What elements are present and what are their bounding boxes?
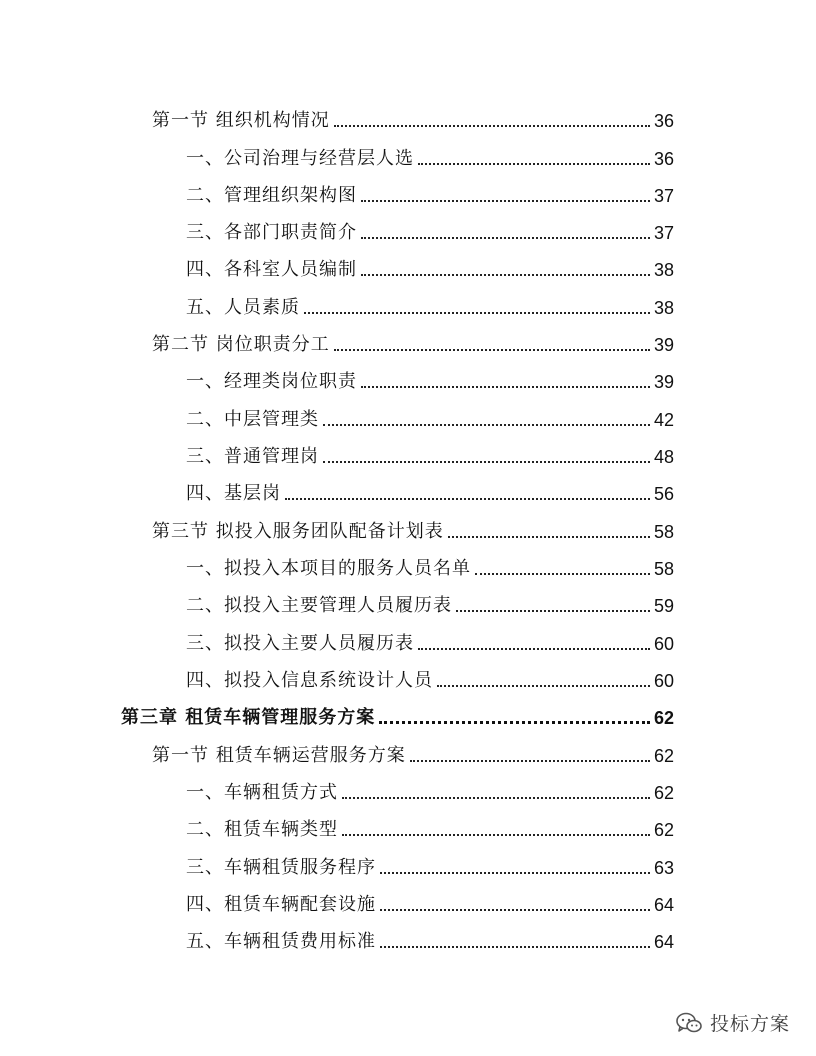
toc-entry-title: 一、车辆租赁方式 (186, 782, 338, 803)
dot-leader (410, 760, 650, 762)
toc-entry-page: 38 (653, 260, 674, 280)
dot-leader (342, 797, 650, 799)
dot-leader (361, 274, 650, 276)
dot-leader (334, 125, 650, 127)
toc-entry-page: 59 (653, 596, 674, 616)
dot-leader (437, 685, 650, 687)
toc-entry-title: 第一节 租赁车辆运营服务方案 (152, 745, 406, 766)
wechat-icon (676, 1012, 702, 1034)
toc-entry-page: 62 (653, 746, 674, 766)
dot-leader (361, 200, 650, 202)
toc-entry-title: 三、车辆租赁服务程序 (186, 857, 376, 878)
toc-entry-item[interactable] (0, 251, 674, 281)
dot-leader (380, 909, 650, 911)
toc-entry-title: 四、基层岗 (186, 483, 281, 504)
dot-leader (379, 721, 650, 724)
toc-entry-page: 37 (653, 186, 674, 206)
toc-entry-page: 36 (653, 111, 674, 131)
toc-entry-title: 一、公司治理与经营层人选 (186, 148, 414, 169)
toc-entry-page: 60 (653, 671, 674, 691)
toc-entry-section[interactable] (0, 326, 674, 356)
dot-leader (304, 312, 650, 314)
toc-entry-page: 39 (653, 335, 674, 355)
dot-leader (323, 424, 650, 426)
toc-entry-page: 56 (653, 484, 674, 504)
toc-entry-item[interactable] (0, 625, 674, 655)
toc-entry-page: 64 (653, 932, 674, 952)
toc-entry-page: 62 (653, 783, 674, 803)
dot-leader (418, 648, 650, 650)
toc-entry-item[interactable] (0, 923, 674, 953)
toc-entry-item[interactable] (0, 289, 674, 319)
toc-entry-item[interactable] (0, 438, 674, 468)
dot-leader (342, 834, 650, 836)
toc-entry-title: 三、拟投入主要人员履历表 (186, 633, 414, 654)
toc-entry-title: 四、各科室人员编制 (186, 259, 357, 280)
toc-entry-title: 第三节 拟投入服务团队配备计划表 (152, 521, 444, 542)
dot-leader (361, 237, 650, 239)
toc-entry-page: 48 (653, 447, 674, 467)
toc-entry-title: 一、拟投入本项目的服务人员名单 (186, 558, 471, 579)
toc-entry-title: 五、人员素质 (186, 297, 300, 318)
dot-leader (323, 461, 650, 463)
toc-entry-title: 第三章 租赁车辆管理服务方案 (121, 707, 376, 728)
watermark-text: 投标方案 (709, 1013, 790, 1035)
toc-entry-item[interactable] (0, 363, 674, 393)
dot-leader (380, 946, 650, 948)
dot-leader (361, 386, 650, 388)
toc-entry-item[interactable] (0, 811, 674, 841)
toc-entry-page: 63 (653, 858, 674, 878)
dot-leader (456, 610, 650, 612)
toc-entry-page: 36 (653, 149, 674, 169)
toc-entry-title: 一、经理类岗位职责 (186, 371, 357, 392)
toc-entry-item[interactable] (0, 214, 674, 244)
toc-entry-page: 39 (653, 372, 674, 392)
toc-entry-title: 三、普通管理岗 (186, 446, 319, 467)
toc-entry-page: 62 (653, 820, 674, 840)
dot-leader (285, 498, 650, 500)
toc-entry-chapter[interactable] (0, 699, 674, 729)
toc-entry-section[interactable] (0, 513, 674, 543)
dot-leader (448, 536, 650, 538)
toc-entry-item[interactable] (0, 475, 674, 505)
toc-entry-page: 58 (653, 559, 674, 579)
toc-entry-page: 42 (653, 410, 674, 430)
toc-entry-item[interactable] (0, 177, 674, 207)
toc-entry-title: 第一节 组织机构情况 (152, 110, 330, 131)
toc-entry-page: 60 (653, 634, 674, 654)
toc-entry-item[interactable] (0, 886, 674, 916)
toc-entry-item[interactable] (0, 587, 674, 617)
toc-entry-page: 38 (653, 298, 674, 318)
toc-entry-page: 58 (653, 522, 674, 542)
toc-entry-item[interactable] (0, 662, 674, 692)
dot-leader (475, 573, 650, 575)
toc-entry-title: 二、拟投入主要管理人员履历表 (186, 595, 452, 616)
toc-entry-title: 第二节 岗位职责分工 (152, 334, 330, 355)
dot-leader (334, 349, 650, 351)
toc-entry-item[interactable] (0, 140, 674, 170)
toc-entry-section[interactable] (0, 102, 674, 132)
toc-entry-title: 四、拟投入信息系统设计人员 (186, 670, 433, 691)
toc-entry-title: 四、租赁车辆配套设施 (186, 894, 376, 915)
dot-leader (380, 872, 650, 874)
toc-entry-title: 二、中层管理类 (186, 409, 319, 430)
toc-entry-title: 二、租赁车辆类型 (186, 819, 338, 840)
toc-entry-title: 五、车辆租赁费用标准 (186, 931, 376, 952)
toc-entry-item[interactable] (0, 401, 674, 431)
toc-entry-item[interactable] (0, 849, 674, 879)
toc-entry-title: 三、各部门职责简介 (186, 222, 357, 243)
toc-entry-section[interactable] (0, 737, 674, 767)
toc-entry-item[interactable] (0, 774, 674, 804)
toc-entry-title: 二、管理组织架构图 (186, 185, 357, 206)
dot-leader (418, 163, 650, 165)
toc-entry-page: 64 (653, 895, 674, 915)
toc-entry-page: 62 (653, 708, 674, 728)
wechat-watermark (676, 1009, 790, 1036)
toc-entry-page: 37 (653, 223, 674, 243)
toc-entry-item[interactable] (0, 550, 674, 580)
